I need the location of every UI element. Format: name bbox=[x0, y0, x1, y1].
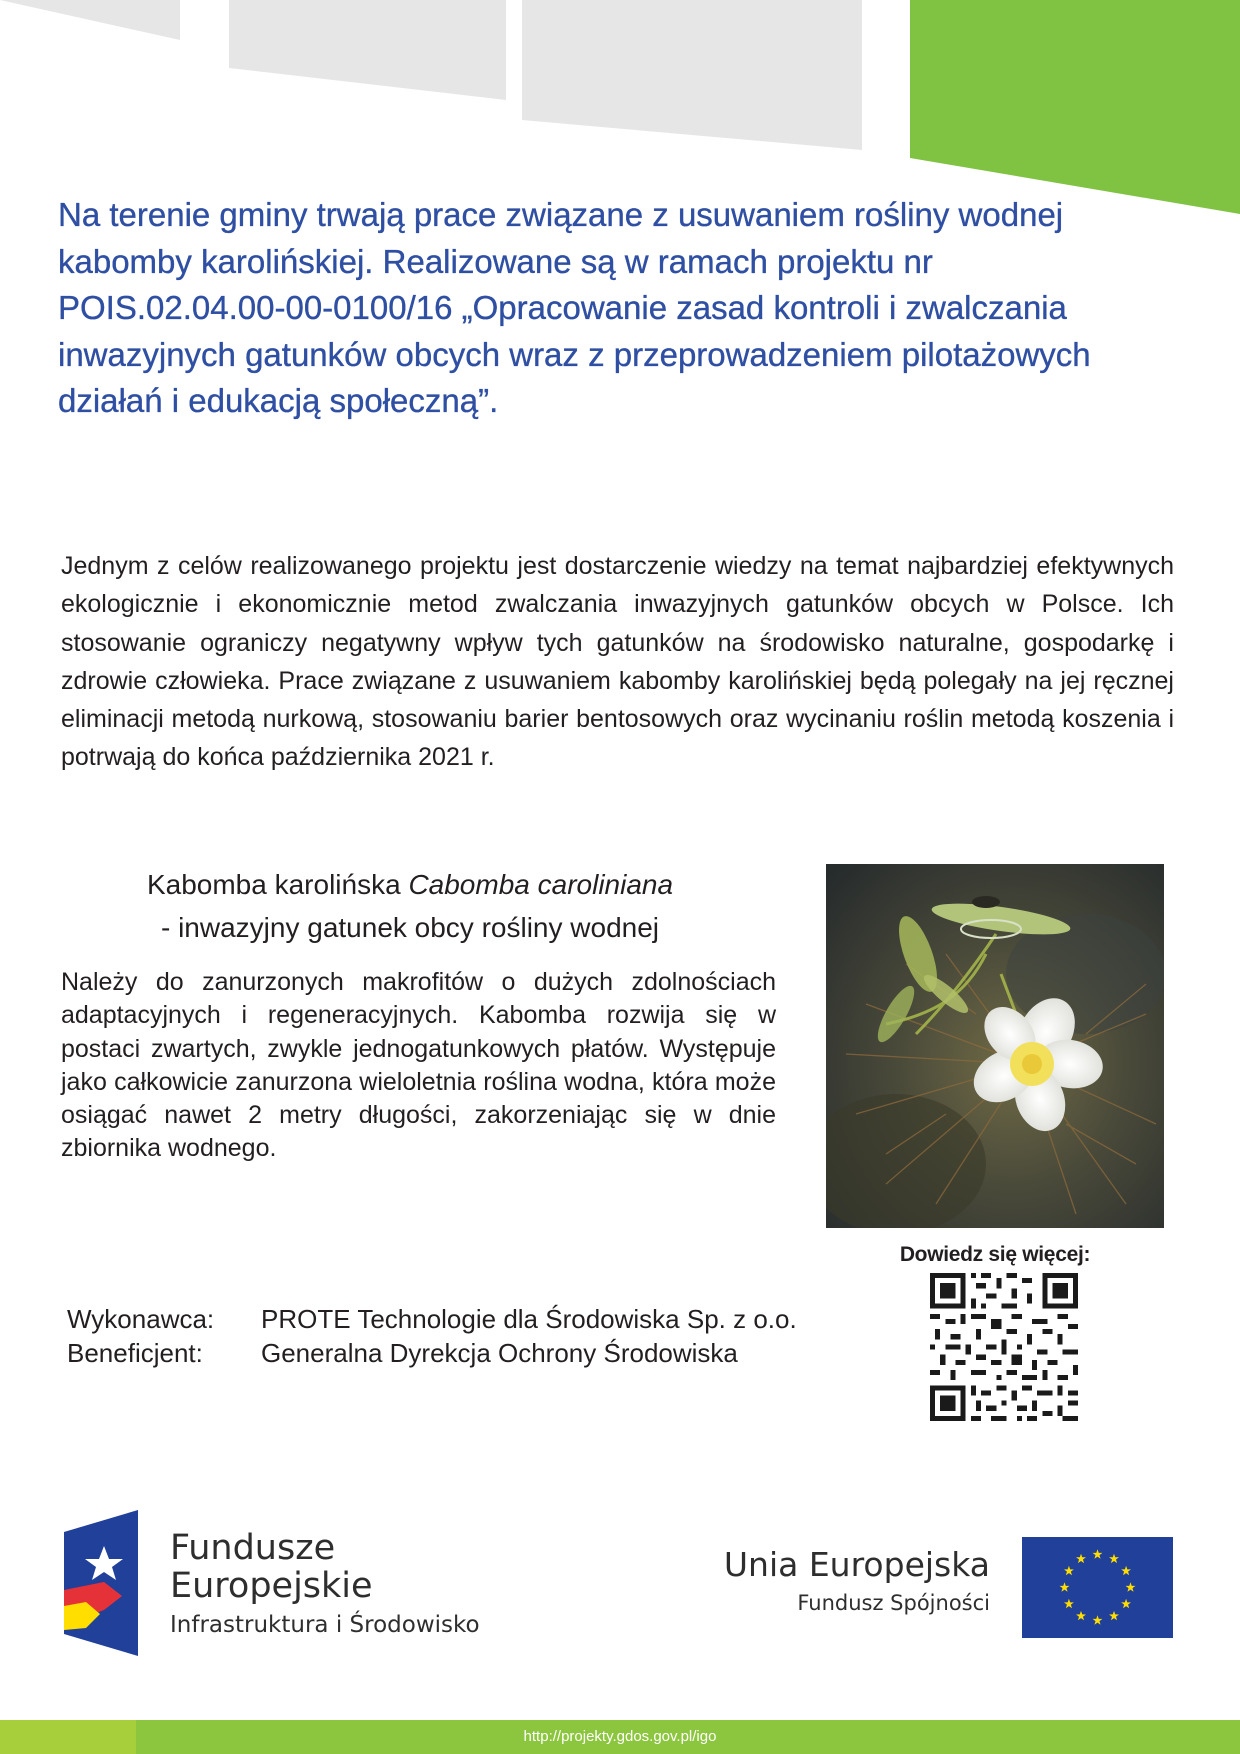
fe-logo-line1: Fundusze bbox=[170, 1528, 336, 1568]
species-latin-name: Cabomba caroliniana bbox=[408, 869, 674, 900]
headline: Na terenie gminy trwają prace związane z usuwaniem rośliny wodnej kabomby karolińskiej. Realizowane są w ramach projektu nr POIS.02.04.00-00-0100/16 „Opracowanie zasad kontroli i zwalczania inwazyjnych gatunków obcych wraz z przeprowadzeniem pilotażowych działań i edukacją społeczną”. bbox=[58, 196, 1091, 419]
species-heading-line2: - inwazyjny gatunek obcy rośliny wodnej bbox=[160, 912, 660, 943]
credit-row-beneficiary bbox=[67, 1336, 738, 1370]
fe-logo-symbol bbox=[64, 1510, 140, 1656]
gray-stripe-3 bbox=[522, 0, 862, 150]
qr-code[interactable] bbox=[930, 1273, 1078, 1421]
fe-logo-line2: Europejskie bbox=[170, 1566, 373, 1606]
credit-value: Generalna Dyrekcja Ochrony Środowiska bbox=[261, 1338, 738, 1368]
credit-row-contractor bbox=[67, 1302, 797, 1336]
eu-flag-icon bbox=[1022, 1537, 1173, 1638]
gray-stripe-2 bbox=[229, 0, 506, 100]
species-common-name: Kabomba karolińska bbox=[146, 869, 401, 900]
header-decoration bbox=[0, 0, 1240, 220]
intro-paragraph: Jednym z celów realizowanego projektu jest dostarczenie wiedzy na temat najbardziej efektywnych ekologicznie i ekonomicznie metod zwalczania inwazyjnych gatunków obcych w Polsce. Ich stosowanie ograniczy negatywny wpływ tych gatunków na środowisko naturalne, gospodarkę i zdrowie człowieka. Prace związane z usuwaniem kabomby karolińskiej będą polegały na jej ręcznej eliminacji metodą nurkową, stosowaniu barier bentosowych oraz wycinaniu roślin metodą koszenia i potrwają do końca października 2021 r. bbox=[61, 552, 1174, 772]
credit-value: PROTE Technologie dla Środowiska Sp. z o.o. bbox=[261, 1304, 797, 1334]
qr-caption: Dowiedz się więcej: bbox=[899, 1243, 1091, 1266]
species-heading bbox=[70, 863, 750, 949]
species-description: Należy do zanurzonych makrofitów o dużych zdolnościach adaptacyjnych i regeneracyjnych. Kabomba rozwija się w postaci zwartych, zwykle jednogatunkowych płatów. Występuje jako całkowicie zanurzona wieloletnia roślina wodna, która może osiągać nawet 2 metry długości, zakorzeniając się w dnie zbiornika wodnego. bbox=[61, 968, 776, 1163]
gray-stripe-1 bbox=[0, 0, 180, 40]
fe-logo-line3: Infrastruktura i Środowisko bbox=[170, 1612, 480, 1638]
green-banner bbox=[910, 0, 1240, 214]
credit-label: Wykonawca: bbox=[67, 1304, 215, 1334]
ue-logo-title: Unia Europejska bbox=[723, 1545, 990, 1584]
cabomba-photo bbox=[826, 864, 1164, 1228]
species-heading-line1 bbox=[70, 863, 750, 906]
credit-label: Beneficjent: bbox=[67, 1338, 203, 1368]
footer-url-link[interactable]: http://projekty.gdos.gov.pl/igo bbox=[523, 1728, 717, 1745]
ue-logo-subtitle: Fundusz Spójności bbox=[797, 1591, 990, 1615]
